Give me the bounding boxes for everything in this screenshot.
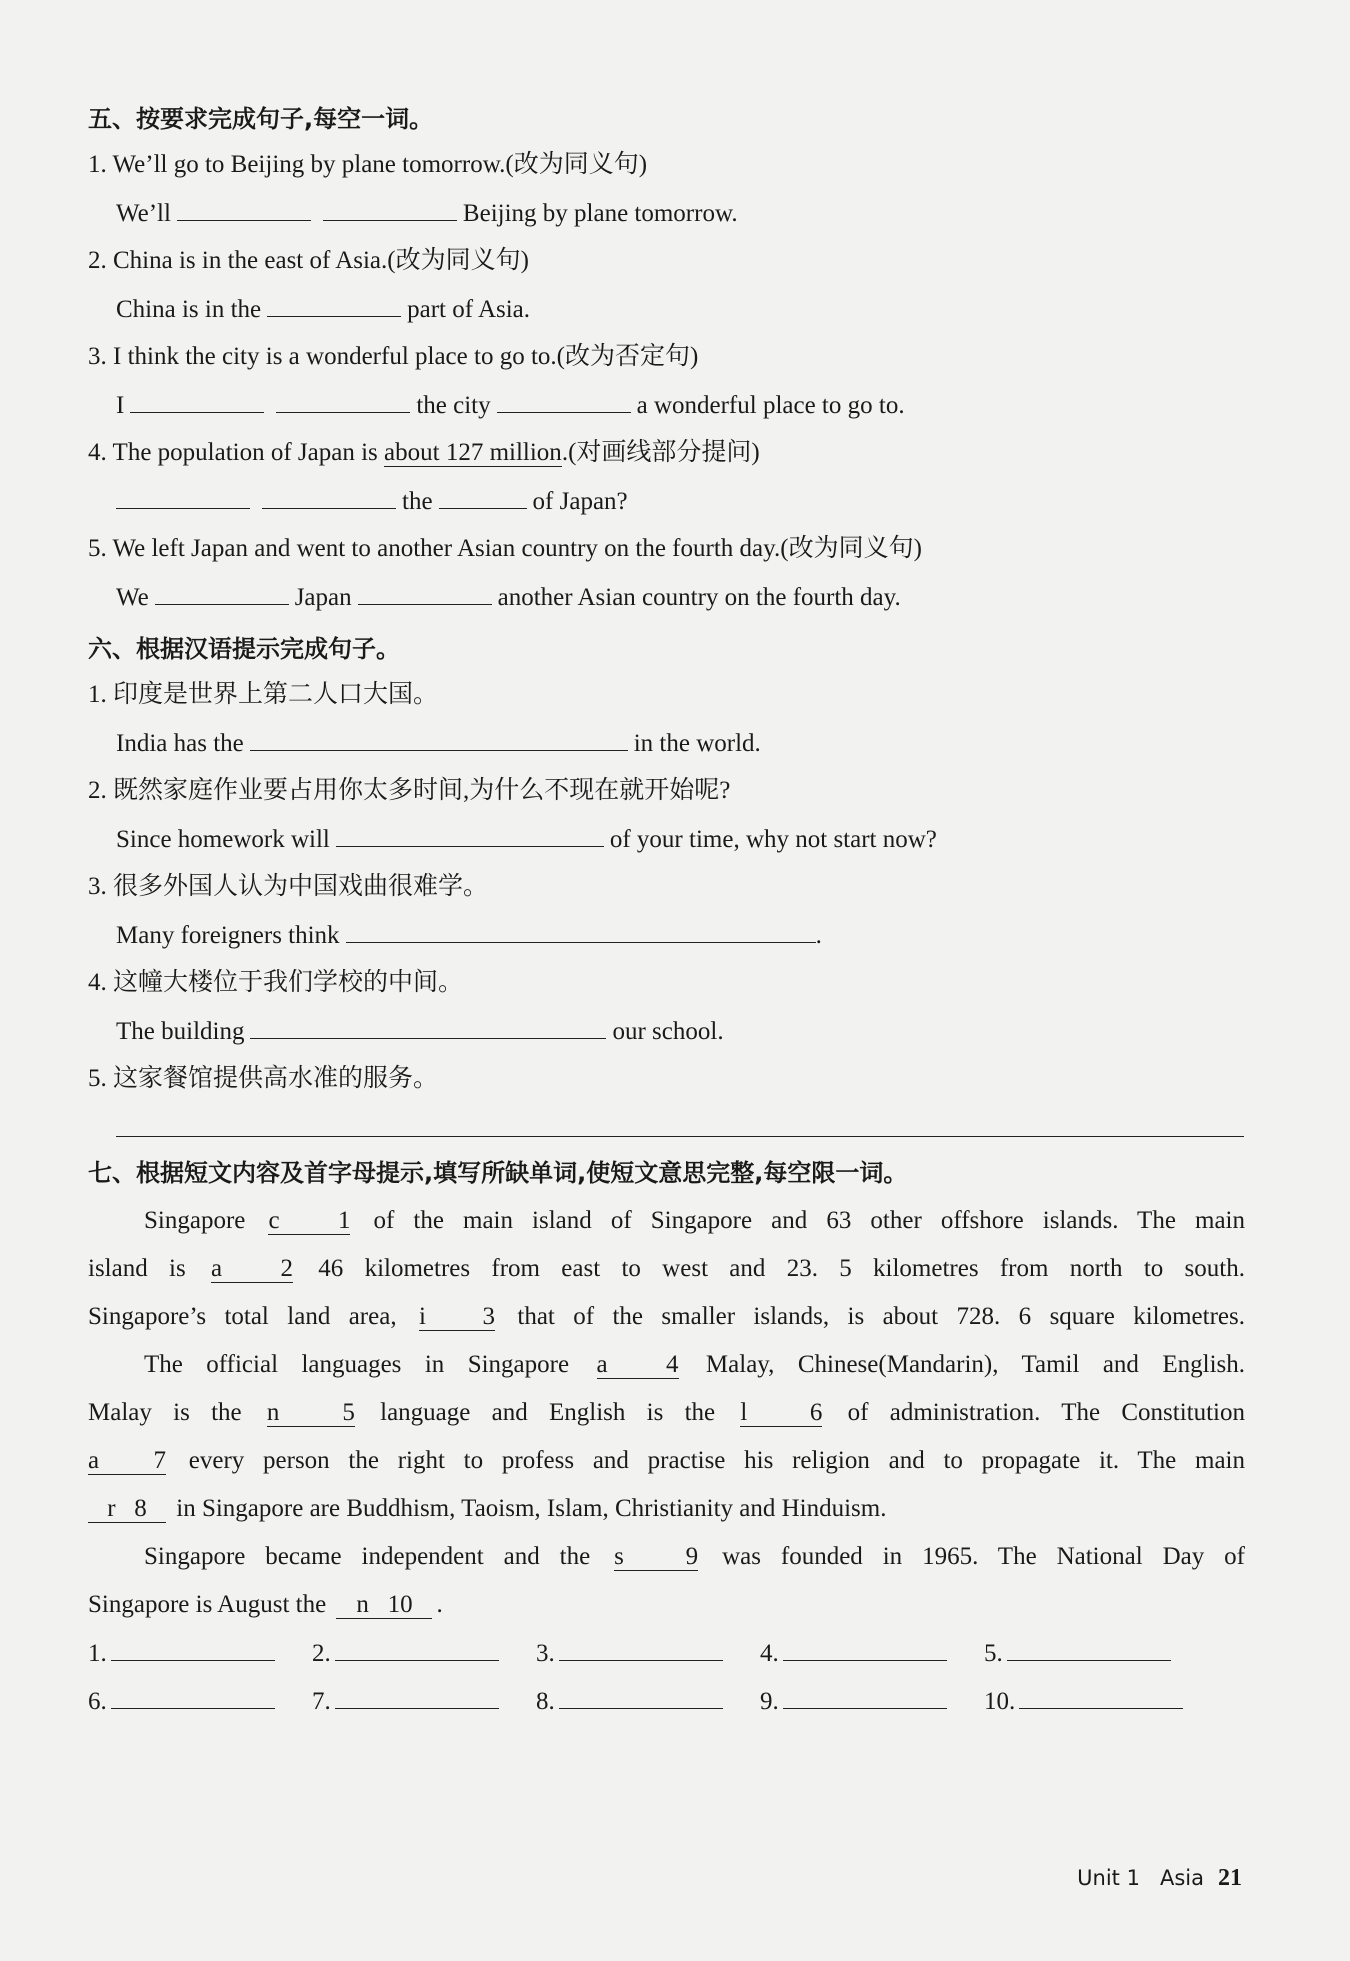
section-7-heading: 七、根据短文内容及首字母提示,填写所缺单词,使短文意思完整,每空限一词。 — [88, 1159, 908, 1187]
passage-line: Singapore became independent and the s 9 was founded in 1965. The National Day of — [144, 1543, 1245, 1570]
answer-line-2: 2. — [312, 1636, 505, 1671]
answer-line-6: 6. — [88, 1684, 281, 1719]
blank[interactable] — [1019, 1684, 1183, 1709]
s5-q5-prompt: 5. We left Japan and went to another Asian country on the fourth day.(改为同义句) — [88, 535, 922, 562]
s6-q1-answer: India has the in the world. — [116, 726, 1245, 761]
hint-blank-10[interactable]: n 10 — [336, 1592, 432, 1619]
s6-q5-chinese: 5. 这家餐馆提供高水准的服务。 — [88, 1065, 439, 1092]
s6-q5-answer-line[interactable] — [116, 1136, 1244, 1137]
s6-q1-chinese: 1. 印度是世界上第二人口大国。 — [88, 681, 439, 708]
answer-line-10: 10. — [984, 1684, 1189, 1719]
s5-q5-answer: We Japan another Asian country on the fourth day. — [116, 580, 1245, 615]
blank[interactable] — [1007, 1636, 1171, 1661]
hint-blank-4[interactable]: a 4 — [596, 1351, 679, 1378]
s5-q3-prompt: 3. I think the city is a wonderful place to go to.(改为否定句) — [88, 343, 699, 370]
s6-q3-chinese: 3. 很多外国人认为中国戏曲很难学。 — [88, 873, 489, 900]
blank[interactable] — [336, 822, 604, 847]
passage-line: r 8 in Singapore are Buddhism, Taoism, Islam, Christianity and Hinduism. — [88, 1492, 1245, 1526]
unit-title: Asia — [1159, 1866, 1204, 1890]
section-6-heading: 六、根据汉语提示完成句子。 — [88, 635, 400, 663]
unit-label: Unit 1 — [1077, 1866, 1140, 1890]
blank[interactable] — [111, 1684, 275, 1709]
blank[interactable] — [497, 388, 631, 413]
blank[interactable] — [276, 388, 410, 413]
blank[interactable] — [559, 1684, 723, 1709]
blank[interactable] — [267, 292, 401, 317]
s5-q3-answer: I the city a wonderful place to go to. — [116, 388, 1245, 423]
hint-blank-2[interactable]: a 2 — [210, 1255, 293, 1282]
blank[interactable] — [155, 580, 289, 605]
page-number: 21 — [1218, 1865, 1242, 1891]
s5-q4-prompt: 4. The population of Japan is about 127 million.(对画线部分提问) — [88, 439, 760, 466]
answer-line-8: 8. — [536, 1684, 729, 1719]
blank[interactable] — [559, 1636, 723, 1661]
section-5-heading: 五、按要求完成句子,每空一词。 — [88, 105, 434, 133]
hint-blank-7[interactable]: a 7 — [88, 1447, 166, 1474]
passage-line: Singapore is August the n 10 . — [88, 1591, 443, 1618]
passage-line: Malay is the n 5 language and English is the l 6 of administration. The Constitution — [88, 1399, 1245, 1426]
answer-line-4: 4. — [760, 1636, 953, 1671]
blank[interactable] — [358, 580, 492, 605]
answer-line-1: 1. — [88, 1636, 281, 1671]
blank[interactable] — [111, 1636, 275, 1661]
passage-line: island is a 2 46 kilometres from east to west and 23. 5 kilometres from north to south. — [88, 1255, 1245, 1282]
hint-blank-8[interactable]: r 8 — [88, 1496, 166, 1523]
blank[interactable] — [346, 918, 816, 943]
s5-q1-answer: We’ll Beijing by plane tomorrow. — [116, 196, 1245, 231]
s6-q2-chinese: 2. 既然家庭作业要占用你太多时间,为什么不现在就开始呢? — [88, 777, 731, 804]
blank[interactable] — [250, 726, 628, 751]
hint-blank-5[interactable]: n 5 — [266, 1399, 355, 1426]
passage-line: a 7 every person the right to profess and practise his religion and to propagate it. The main — [88, 1447, 1245, 1474]
passage-line: The official languages in Singapore a 4 Malay, Chinese(Mandarin), Tamil and English. — [144, 1351, 1245, 1378]
hint-blank-1[interactable]: c 1 — [268, 1207, 351, 1234]
blank[interactable] — [439, 484, 527, 509]
passage-line: Singapore’s total land area, i 3 that of the smaller islands, is about 728. 6 square kilometres. — [88, 1303, 1245, 1330]
answer-line-7: 7. — [312, 1684, 505, 1719]
s5-q4-answer: the of Japan? — [116, 484, 1245, 519]
blank[interactable] — [323, 196, 457, 221]
blank[interactable] — [116, 484, 250, 509]
passage-line: Singapore c 1 of the main island of Singapore and 63 other offshore islands. The main — [144, 1207, 1245, 1234]
s5-q1-prompt: 1. We’ll go to Beijing by plane tomorrow.(改为同义句) — [88, 151, 648, 178]
answer-line-9: 9. — [760, 1684, 953, 1719]
s6-q3-answer: Many foreigners think . — [116, 918, 1245, 953]
answer-line-5: 5. — [984, 1636, 1177, 1671]
blank[interactable] — [177, 196, 311, 221]
hint-blank-3[interactable]: i 3 — [418, 1303, 495, 1330]
answer-line-3: 3. — [536, 1636, 729, 1671]
blank[interactable] — [130, 388, 264, 413]
hint-blank-6[interactable]: l 6 — [740, 1399, 823, 1426]
s6-q4-answer: The building our school. — [116, 1014, 1245, 1049]
blank[interactable] — [262, 484, 396, 509]
s5-q2-prompt: 2. China is in the east of Asia.(改为同义句) — [88, 247, 529, 274]
blank[interactable] — [335, 1684, 499, 1709]
page-footer — [1077, 1865, 1242, 1892]
s6-q4-chinese: 4. 这幢大楼位于我们学校的中间。 — [88, 969, 464, 996]
hint-blank-9[interactable]: s 9 — [614, 1543, 699, 1570]
blank[interactable] — [250, 1014, 606, 1039]
blank[interactable] — [783, 1636, 947, 1661]
blank[interactable] — [335, 1636, 499, 1661]
underlined-phrase: about 127 million — [384, 439, 562, 466]
s5-q2-answer: China is in the part of Asia. — [116, 292, 1245, 327]
s6-q2-answer: Since homework will of your time, why not start now? — [116, 822, 1245, 857]
blank[interactable] — [783, 1684, 947, 1709]
